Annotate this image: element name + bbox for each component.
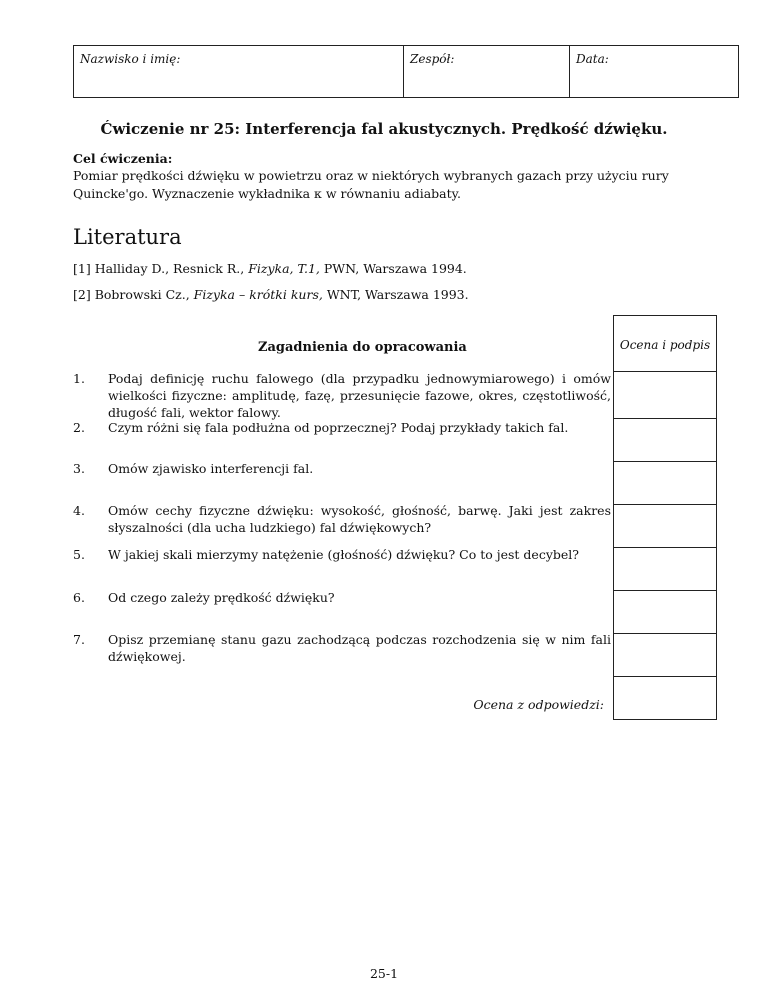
goal-text: Pomiar prędkości dźwięku w powietrzu oraz w niektórych wybranych gazach przy użyciu rury Quincke'go. Wyznaczenie wykładnika κ w równaniu adiabaty.	[73, 168, 669, 201]
question-number: 7.	[73, 632, 85, 647]
exercise-title: Ćwiczenie nr 25: Interferencja fal akustycznych. Prędkość dźwięku.	[100, 120, 668, 138]
name-field[interactable]	[74, 46, 404, 97]
question-number: 4.	[73, 503, 85, 518]
question-text: Opisz przemianę stanu gazu zachodzącą podczas rozchodzenia się w nim fali dźwiękowej.	[108, 632, 611, 664]
literature-item: [2] Bobrowski Cz., Fizyka – krótki kurs, WNT, Warszawa 1993.	[73, 287, 469, 302]
grade-divider	[614, 676, 716, 677]
question-number: 1.	[73, 371, 85, 386]
question-text: W jakiej skali mierzymy natężenie (głośność) dźwięku? Co to jest decybel?	[108, 547, 579, 562]
question-text: Omów zjawisko interferencji fal.	[108, 461, 314, 476]
question-number: 6.	[73, 590, 85, 605]
question-text: Czym różni się fala podłużna od poprzecznej? Podaj przykłady takich fal.	[108, 420, 569, 435]
question-number: 2.	[73, 420, 85, 435]
question-text: Od czego zależy prędkość dźwięku?	[108, 590, 335, 605]
header-table	[73, 45, 739, 98]
grade-divider	[614, 504, 716, 505]
literature-heading: Literatura	[73, 225, 182, 249]
score-label: Ocena z odpowiedzi:	[473, 697, 604, 712]
date-field[interactable]	[570, 46, 738, 97]
questions-heading: Zagadnienia do opracowania	[258, 340, 467, 355]
grade-divider	[614, 547, 716, 548]
page-number: 25-1	[369, 966, 399, 981]
name-label: Nazwisko i imię:	[80, 52, 181, 66]
grade-column	[613, 315, 717, 720]
grade-divider	[614, 590, 716, 591]
grade-divider	[614, 461, 716, 462]
grade-divider	[614, 633, 716, 634]
question-text: Podaj definicję ruchu falowego (dla przypadku jednowymiarowego) i omów wielkości fizyczne: amplitudę, fazę, przesunięcie fazowe, okres, częstotliwość, długość fali, wektor falowy.	[108, 371, 611, 420]
literature-item: [1] Halliday D., Resnick R., Fizyka, T.1, PWN, Warszawa 1994.	[73, 261, 467, 276]
goal-heading: Cel ćwiczenia:	[73, 151, 173, 166]
question-text: Omów cechy fizyczne dźwięku: wysokość, głośność, barwę. Jaki jest zakres słyszalności (dla ucha ludzkiego) fal dźwiękowych?	[108, 503, 611, 535]
question-number: 3.	[73, 461, 85, 476]
team-label: Zespół:	[410, 52, 455, 66]
grade-divider	[614, 371, 716, 372]
grade-header: Ocena i podpis	[619, 338, 711, 352]
question-number: 5.	[73, 547, 85, 562]
date-label: Data:	[576, 52, 609, 66]
team-field[interactable]	[404, 46, 570, 97]
grade-divider	[614, 418, 716, 419]
